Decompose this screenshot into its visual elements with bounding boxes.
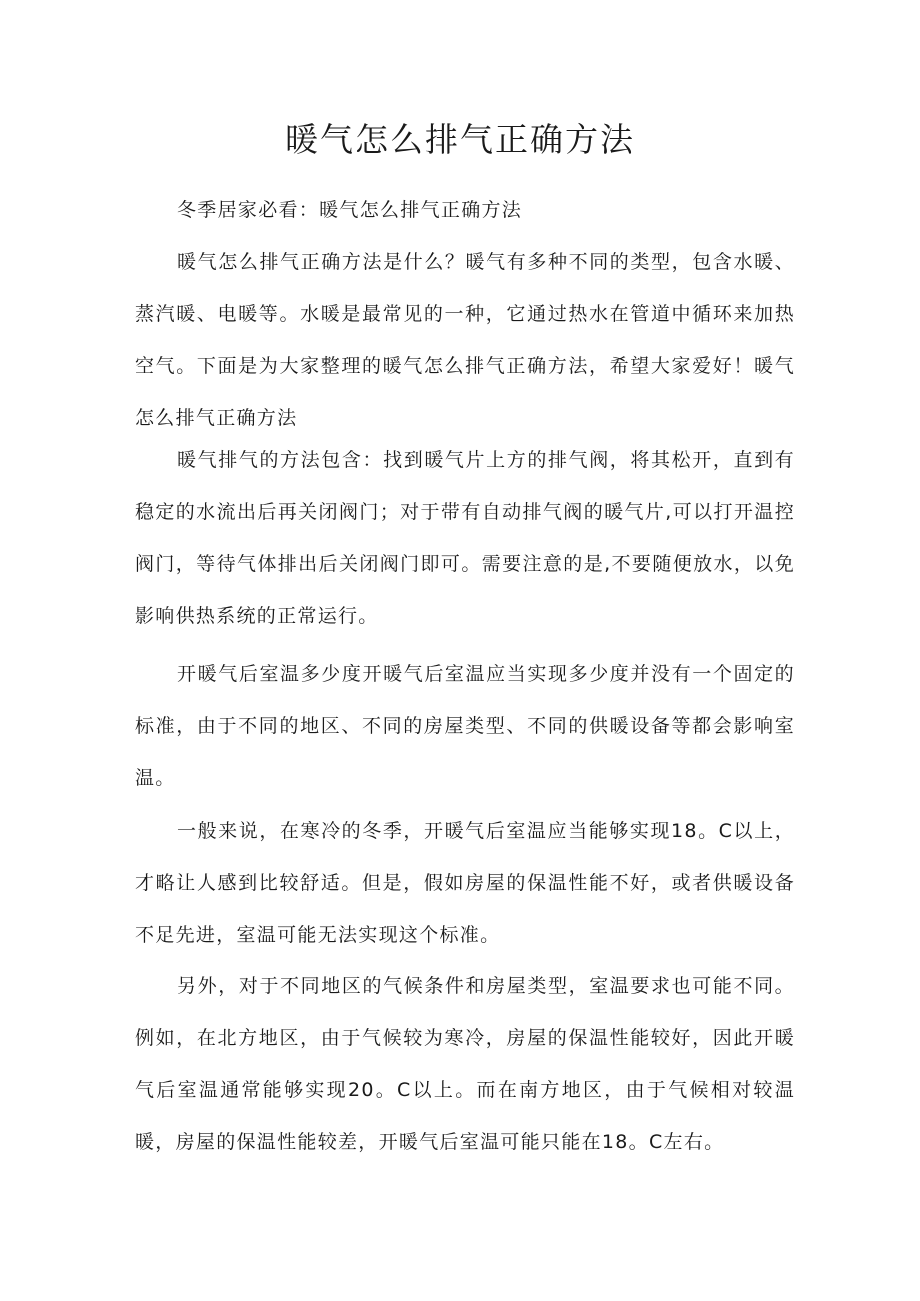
intro-paragraph: 暖气怎么排气正确方法是什么？暖气有多种不同的类型，包含水暖、蒸汽暖、电暖等。水暖是最常见的一种，它通过热水在管道中循环来加热空气。下面是为大家整理的暖气怎么排气正确方法，希望大家爱好！暖气怎么排气正确方法 xyxy=(135,251,795,429)
room-temperature-paragraph: 开暖气后室温多少度开暖气后室温应当实现多少度并没有一个固定的标准，由于不同的地区、不同的房屋类型、不同的供暖设备等都会影响室温。 xyxy=(135,663,795,789)
regional-temperature-paragraph: 另外，对于不同地区的气候条件和房屋类型，室温要求也可能不同。例如，在北方地区，由于气候较为寒冷，房屋的保温性能较好，因此开暖气后室温通常能够实现20。C以上。而在南方地区，由于气候相对较温暖，房屋的保温性能较差，开暖气后室温可能只能在18。C左右。 xyxy=(135,975,795,1153)
document-title: 暖气怎么排气正确方法 xyxy=(285,120,635,159)
general-temperature-paragraph: 一般来说，在寒冷的冬季，开暖气后室温应当能够实现18。C以上，才略让人感到比较舒适。但是，假如房屋的保温性能不好，或者供暖设备不足先进，室温可能无法实现这个标准。 xyxy=(135,820,795,946)
subtitle-paragraph: 冬季居家必看：暖气怎么排气正确方法 xyxy=(177,199,523,221)
method-paragraph: 暖气排气的方法包含：找到暖气片上方的排气阀，将其松开，直到有稳定的水流出后再关闭阀门；对于带有自动排气阀的暖气片,可以打开温控阀门，等待气体排出后关闭阀门即可。需要注意的是,不要随便放水，以免影响供热系统的正常运行。 xyxy=(135,449,795,627)
